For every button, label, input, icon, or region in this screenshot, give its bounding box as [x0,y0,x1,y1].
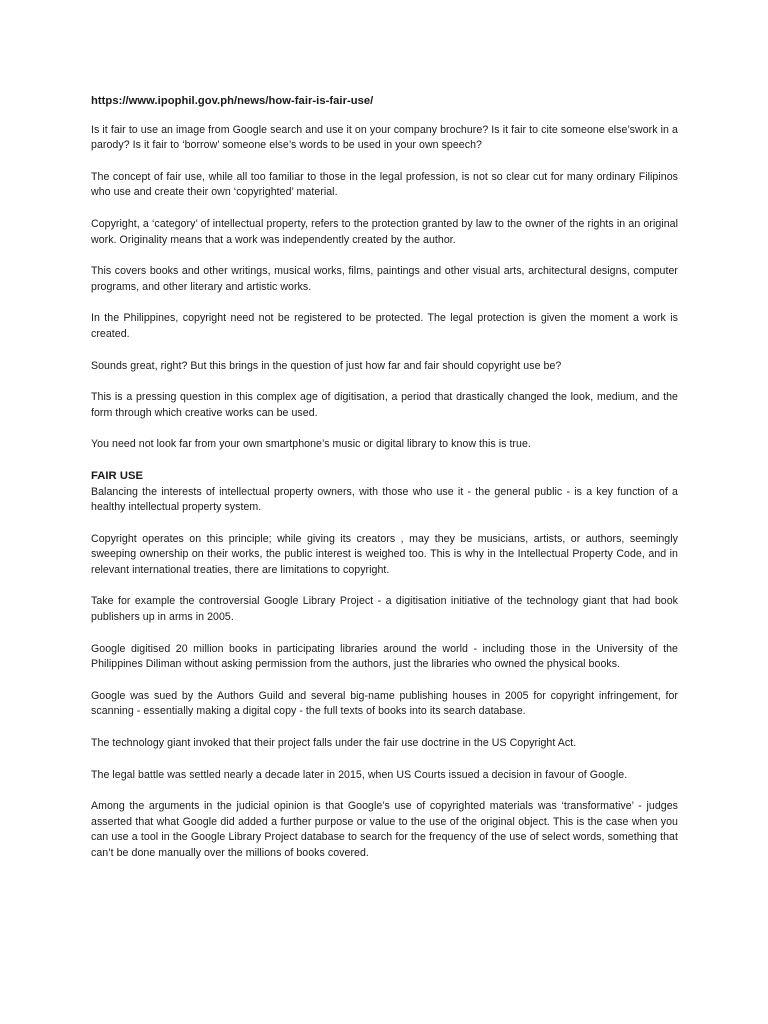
paragraph: This is a pressing question in this complex age of digitisation, a period that drastically changed the look, medium, and the form through which creative works can be used. [91,391,678,419]
paragraph: Sounds great, right? But this brings in the question of just how far and fair should copyright use be? [91,359,562,372]
paragraph: The concept of fair use, while all too familiar to those in the legal profession, is not so clear cut for many ordinary Filipinos who use and create their own ‘copyrighted’ material. [91,170,678,199]
paragraph: In the Philippines, copyright need not be registered to be protected. The legal protection is given the moment a work is created. [91,312,678,340]
paragraph: Take for example the controversial Google Library Project - a digitisation initiative of the technology giant that had book publishers up in arms in 2005. [91,595,678,624]
paragraph: Copyright, a ‘category’ of intellectual property, refers to the protection granted by law to the owner of the rights in an original work. Originality means that a work was independently created by the author. [91,217,678,246]
paragraph: The legal battle was settled nearly a decade later in 2015, when US Courts issued a decision in favour of Google. [91,768,628,781]
paragraph: Copyright operates on this principle; while giving its creators , may they be musicians, artists, or authors, seemingly sweeping ownership on their works, the public interest is weighed too. This is why in the Intellectual Property Code, and in relevant international treaties, there are limitations to copyright. [91,532,678,576]
paragraph: Balancing the interests of intellectual property owners, with those who use it - the general public - is a key function of a healthy intellectual property system. [91,485,678,514]
document-body [91,94,678,862]
paragraph: This covers books and other writings, musical works, films, paintings and other visual arts, architectural designs, computer programs, and other literary and artistic works. [91,265,678,293]
paragraph: You need not look far from your own smartphone’s music or digital library to know this is true. [91,438,531,451]
paragraph: Google was sued by the Authors Guild and several big-name publishing houses in 2005 for copyright infringement, for scanning - essentially making a digital copy - the full texts of books into its search database. [91,689,678,718]
source-url: https://www.ipophil.gov.ph/news/how-fair-is-fair-use/ [91,95,374,107]
section-heading: FAIR USE [91,469,143,482]
paragraph: Is it fair to use an image from Google search and use it on your company brochure? Is it fair to cite someone else’swork in a parody? Is it fair to ‘borrow’ someone else’s words to be used in your own speech? [91,123,678,152]
paragraph: Google digitised 20 million books in participating libraries around the world - including those in the University of the Philippines Diliman without asking permission from the authors, just the libraries who owned the physical books. [91,642,678,671]
paragraph: The technology giant invoked that their project falls under the fair use doctrine in the US Copyright Act. [91,737,577,750]
paragraph: Among the arguments in the judicial opinion is that Google’s use of copyrighted materials was ‘transformative’ - judges asserted that what Google did added a further purpose or value to the use of the original object. This is the case when you can use a tool in the Google Library Project database to search for the frequency of the use of select words, something that can’t be done manually over the millions of books covered. [91,800,678,859]
